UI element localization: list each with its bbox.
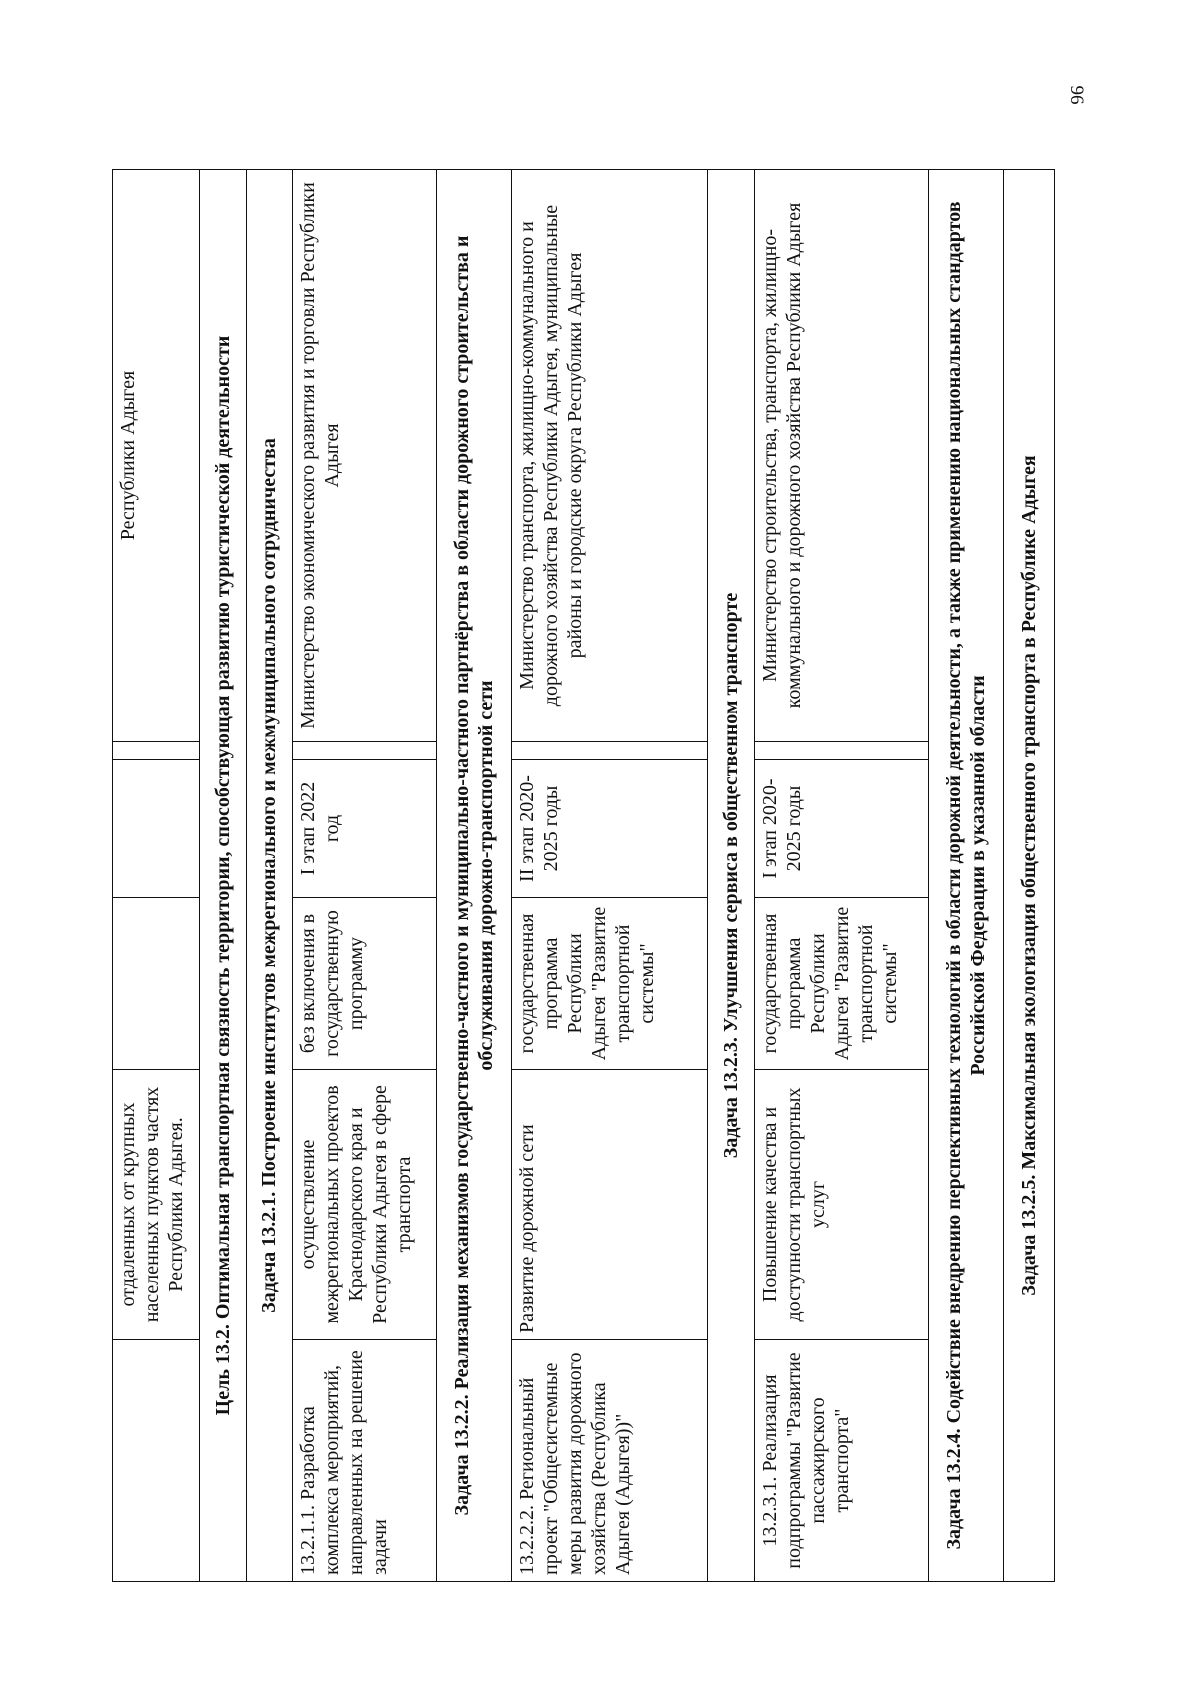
cell-stage: I этап 2022 год xyxy=(292,760,436,898)
task-13-2-5-heading: Задача 13.2.5. Максимальная экологизация общественного транспорта в Республике Адыгея xyxy=(1004,170,1055,1582)
cell-empty xyxy=(754,742,928,760)
cell-program: государственная программа Республики Адыгея "Развитие транспортной системы" xyxy=(754,898,928,1070)
table-row-task-heading xyxy=(436,170,511,1582)
cell-continuation-description: отдаленных от крупных населенных пунктов частях Республики Адыгея. xyxy=(113,1070,200,1340)
table-row-task-heading xyxy=(708,170,754,1582)
page-number: 96 xyxy=(1066,85,1087,105)
cell-empty xyxy=(292,742,436,760)
cell-continuation-executor: Республики Адыгея xyxy=(113,170,200,742)
cell-empty xyxy=(113,742,200,760)
cell-stage: II этап 2020-2025 годы xyxy=(511,760,708,898)
cell-empty xyxy=(113,760,200,898)
table-row-task-heading xyxy=(246,170,292,1582)
cell-program: государственная программа Республики Адыгея "Развитие транспортной системы" xyxy=(511,898,708,1070)
table-row xyxy=(754,170,928,1582)
cell-empty xyxy=(511,742,708,760)
task-13-2-2-heading: Задача 13.2.2. Реализация механизмов государственно-частного и муниципально-частного партнёрства в области дорожного строительства и обслуживания дорожно-транспортной сети xyxy=(436,170,511,1582)
task-13-2-3-heading: Задача 13.2.3. Улучшения сервиса в общественном транспорте xyxy=(708,170,754,1582)
table-row-task-heading xyxy=(929,170,1004,1582)
cell-description: осуществление межрегиональных проектов Краснодарского края и Республики Адыгея в сфере транспорта xyxy=(292,1070,436,1340)
cell-executor: Министерство экономического развития и торговли Республики Адыгея xyxy=(292,170,436,742)
table-row xyxy=(511,170,708,1582)
cell-empty xyxy=(113,898,200,1070)
table-row-goal xyxy=(200,170,246,1582)
table-row-continuation xyxy=(113,170,200,1582)
task-13-2-4-heading: Задача 13.2.4. Содействие внедрению перспективных технологий в области дорожной деятельности, а также применению национальных стандартов Российской Федерации в указанной области xyxy=(929,170,1004,1582)
cell-executor: Министерство транспорта, жилищно-коммунального и дорожного хозяйства Республики Адыгея, муниципальные районы и городские округа Республики Адыгея xyxy=(511,170,708,742)
cell-measure: 13.2.2.2. Региональный проект "Общесистемные меры развития дорожного хозяйства (Республика Адыгея (Адыгея))" xyxy=(511,1340,708,1582)
task-13-2-1-heading: Задача 13.2.1. Построение институтов межрегионального и межмуниципального сотрудничества xyxy=(246,170,292,1582)
cell-stage: I этап 2020-2025 годы xyxy=(754,760,928,898)
cell-measure: 13.2.1.1. Разработка комплекса мероприятий, направленных на решение задачи xyxy=(292,1340,436,1582)
cell-measure: 13.2.3.1. Реализация подпрограммы "Развитие пассажирского транспорта" xyxy=(754,1340,928,1582)
program-table xyxy=(112,169,1055,1582)
cell-empty xyxy=(113,1340,200,1582)
cell-description: Развитие дорожной сети xyxy=(511,1070,708,1340)
table-row-task-heading xyxy=(1004,170,1055,1582)
cell-program: без включения в государственную программу xyxy=(292,898,436,1070)
cell-description: Повышение качества и доступности транспортных услуг xyxy=(754,1070,928,1340)
table-row xyxy=(292,170,436,1582)
rotated-page-content xyxy=(112,170,1055,1582)
goal-13-2-heading: Цель 13.2. Оптимальная транспортная связность территории, способствующая развитию туристической деятельности xyxy=(200,170,246,1582)
cell-executor: Министерство строительства, транспорта, жилищно-коммунального и дорожного хозяйства Республики Адыгея xyxy=(754,170,928,742)
